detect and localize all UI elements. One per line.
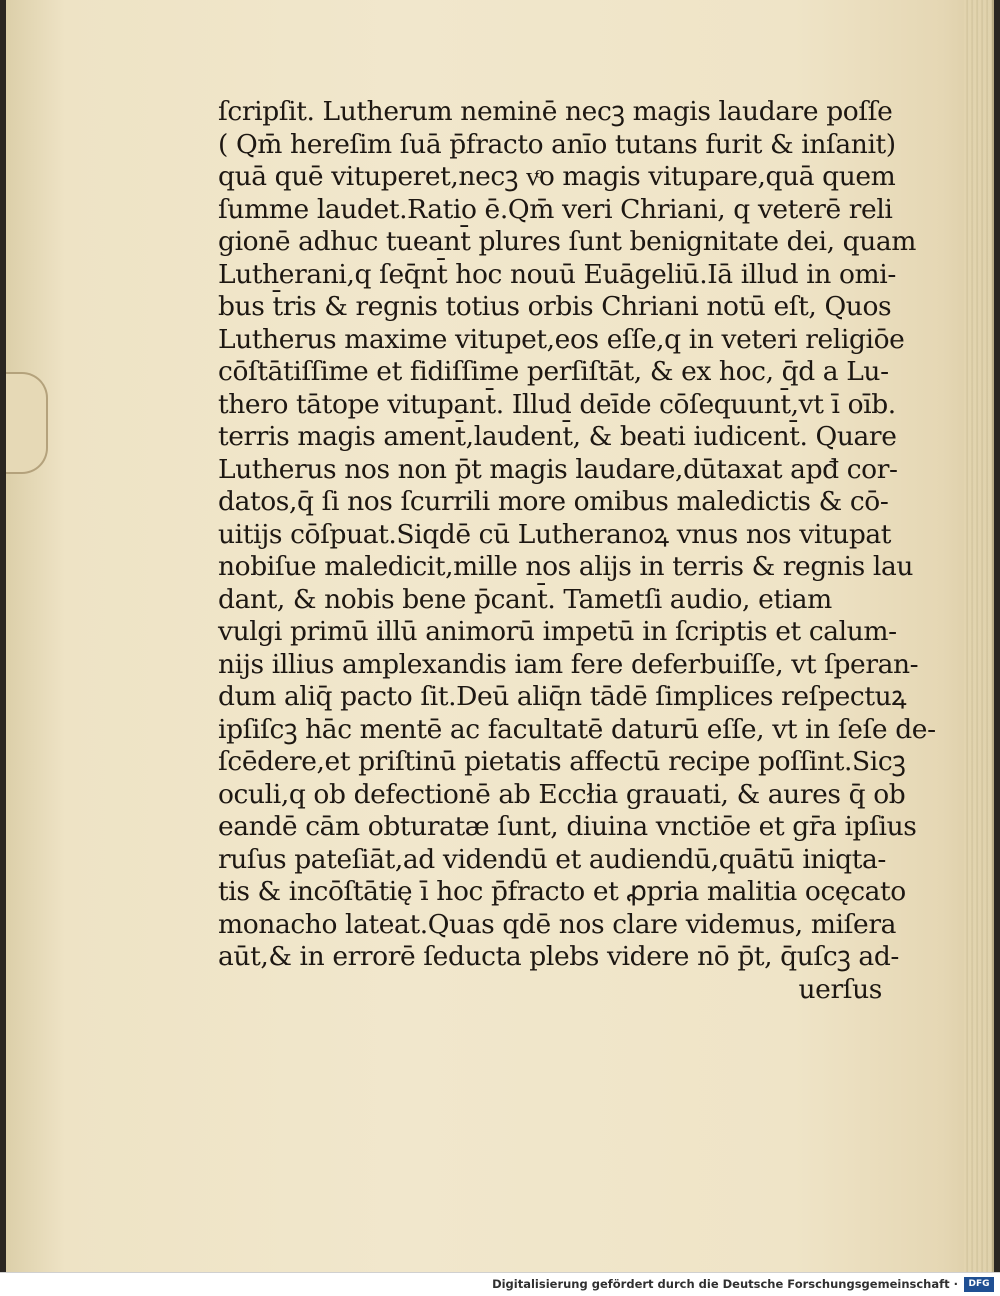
footer-bar <box>0 1272 1000 1296</box>
text-line: ſcripſit. Lutherum neminē necꝫ magis laudare poſſe <box>218 96 893 127</box>
catchword: uerſus <box>798 973 882 1005</box>
text-line: terris magis ament̄,laudent̄, & beati iudicent̄. Quare <box>218 421 897 452</box>
text-line: datos,q̄ ſi nos ſcurrili more omibus maledictis & cō- <box>218 486 889 517</box>
binding-clasp <box>6 372 48 474</box>
text-line: thero tātope vitupant̄. Illud deīde cōſequunt̄,vt ī oīb. <box>218 388 896 420</box>
text-line: eandē cām obturatæ ſunt, diuina vnctiōe et gr̄a ipſius <box>218 811 917 842</box>
text-line: Lutherus maxime vitupet,eos eſſe,q in veteri religiōe <box>218 323 905 355</box>
text-line: ( Qm̄ hereſim ſuā p̄fracto anīo tutans furit & inſanit) <box>218 128 896 160</box>
text-line: ſcēdere,et priſtinū pietatis affectū recipe poſſint.Sicꝫ <box>218 746 906 777</box>
text-line: Lutherani,q ſeq̄nt̄ hoc nouū Euāgeliū.Iā illud in omi- <box>218 258 896 290</box>
page-edge-stack <box>964 0 992 1272</box>
text-line: vulgi primū illū animorū impetū in ſcriptis et calum- <box>218 616 897 647</box>
text-line: aūt,& in errorē ſeducta plebs videre nō p̄t, q̄uſcꝫ ad- <box>218 941 899 972</box>
book-page <box>6 0 994 1272</box>
text-line: uitijs cōſpuat.Siqdē cū Lutheranoꝝ vnus nos vitupat <box>218 518 892 550</box>
dfg-logo-icon: DFG <box>964 1277 994 1292</box>
text-line: quā quē vituperet,necꝫ vͦo magis vitupare,quā quem <box>218 161 896 192</box>
text-line: Lutherus nos non p̄t magis laudare,dūtaxat apđ cor- <box>218 453 898 485</box>
text-line: oculi,q ob defectionē ab Eccłia grauati, & aures q̄ ob <box>218 778 906 810</box>
text-line: nobiſue maledicit,mille nos alijs in terris & regnis lau <box>218 551 914 582</box>
text-line: monacho lateat.Quas qdē nos clare videmus, miſera <box>218 908 896 940</box>
text-line: cōſtātiſſime et fidiſſime perſiſtāt, & ex hoc, q̄d a Lu- <box>218 356 889 387</box>
text-line: dant, & nobis bene p̄cant̄. Tametſi audio, etiam <box>218 583 832 615</box>
text-line: ruſus pateſiāt,ad videndū et audiendū,quātū iniqta- <box>218 843 886 875</box>
text-line: ipſiſcꝫ hāc mentē ac facultatē daturū eſſe, vt in ſeſe de- <box>218 713 936 745</box>
text-line: tis & incōſtātię ī hoc p̄fracto et ꝓpria malitia ocęcato <box>218 876 906 907</box>
text-line: dum aliq̄ pacto ſit.Deū aliq̄n tādē ſimplices reſpectuꝝ <box>218 681 907 712</box>
funding-credit: Digitalisierung gefördert durch die Deutsche Forschungsgemeinschaft · <box>492 1277 958 1291</box>
text-line: ſumme laudet.Ratio ē.Qm̄ veri Chriani, q veterē reli <box>218 193 893 225</box>
text-line: bus t̄ris & regnis totius orbis Chriani notū eſt, Quos <box>218 291 892 322</box>
page-text-block <box>218 96 936 1006</box>
text-line: nijs illius amplexandis iam fere deferbuiſſe, vt ſperan- <box>218 648 919 680</box>
text-line: gionē adhuc tueant̄ plures ſunt benignitate dei, quam <box>218 226 916 257</box>
